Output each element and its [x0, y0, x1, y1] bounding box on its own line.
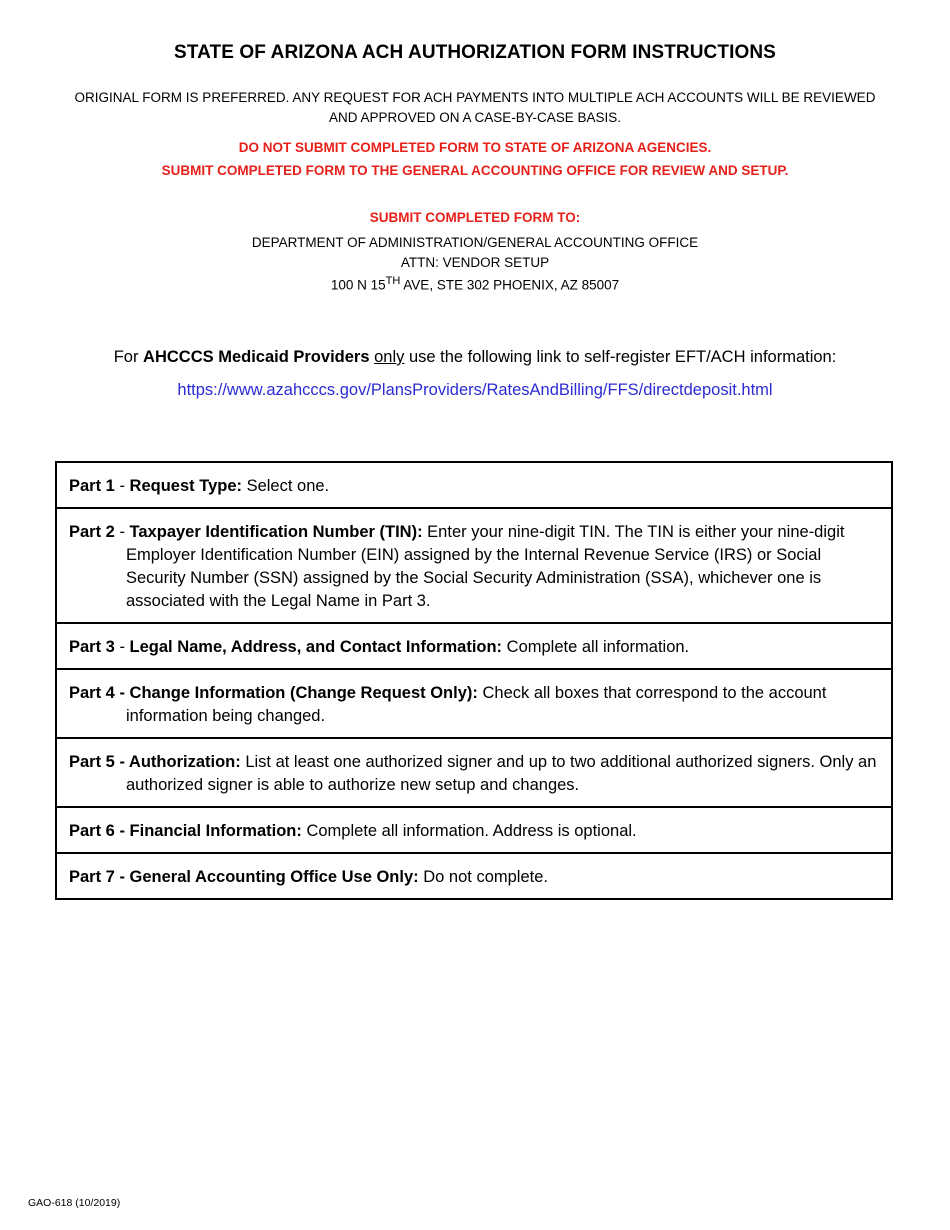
ahcccs-notice	[0, 348, 950, 367]
intro-text: ORIGINAL FORM IS PREFERRED. ANY REQUEST FOR ACH PAYMENTS INTO MULTIPLE ACH ACCOUNTS WILL BE REVIEWED AND APPROVED ON A CASE-BY-CASE BASIS.	[74, 90, 876, 125]
submit-heading: SUBMIT COMPLETED FORM TO:	[369, 210, 581, 225]
warning-agencies: DO NOT SUBMIT COMPLETED FORM TO STATE OF ARIZONA AGENCIES.	[238, 140, 712, 155]
part-text: Select one.	[242, 477, 330, 495]
part-heading: Request Type:	[129, 477, 242, 495]
part-text: Check all boxes that correspond to the account information being changed.	[126, 684, 827, 725]
part-text: Enter your nine-digit TIN. The TIN is either your nine-digit Employer Identification Number (EIN) assigned by the Internal Revenue Service (IRS) or Social Security Number (SSN) assigned by the Social Security Administration (SSA), whichever one is associated with the Legal Name in Part 3.	[126, 523, 845, 610]
ahcccs-only: only	[374, 348, 405, 366]
address-line-2: ATTN: VENDOR SETUP	[400, 254, 550, 270]
part-heading: Financial Information:	[129, 822, 302, 840]
part-label: Part 5 -	[69, 753, 129, 771]
part-heading: Authorization:	[128, 753, 241, 771]
address-line-3	[0, 272, 950, 295]
part-label: Part 4 -	[69, 684, 130, 702]
part-7-row	[57, 854, 891, 898]
part-heading: Taxpayer Identification Number (TIN):	[129, 523, 423, 541]
address-line-3-start: 100 N 15	[330, 277, 386, 293]
part-6-row	[57, 808, 891, 854]
part-2-row	[57, 509, 891, 624]
part-text: Do not complete.	[418, 868, 548, 886]
part-text: List at least one authorized signer and up to two additional authorized signers. Only an authorized signer is able to authorize new setup and changes.	[126, 753, 877, 794]
part-label: Part 3	[69, 638, 115, 656]
part-label: Part 1	[69, 477, 115, 495]
part-heading: Change Information (Change Request Only):	[129, 684, 478, 702]
mailing-address	[0, 233, 950, 295]
ahcccs-providers: AHCCCS Medicaid Providers	[143, 348, 370, 366]
part-5-row	[57, 739, 891, 808]
part-heading: General Accounting Office Use Only:	[129, 868, 419, 886]
part-label: Part 7 -	[69, 868, 130, 886]
address-ordinal-suffix: TH	[385, 275, 401, 287]
part-label: Part 2	[69, 523, 115, 541]
part-text: Complete all information. Address is optional.	[301, 822, 637, 840]
ahcccs-pre: For	[113, 348, 144, 366]
warning-gao: SUBMIT COMPLETED FORM TO THE GENERAL ACCOUNTING OFFICE FOR REVIEW AND SETUP.	[161, 163, 789, 178]
form-number: GAO-618 (10/2019)	[28, 1197, 121, 1209]
part-1-row	[57, 463, 891, 509]
part-label: Part 6 -	[69, 822, 130, 840]
part-3-row	[57, 624, 891, 670]
part-text: Complete all information.	[502, 638, 690, 656]
part-4-row	[57, 670, 891, 739]
direct-deposit-link[interactable]: https://www.azahcccs.gov/PlansProviders/RatesAndBilling/FFS/directdeposit.html	[177, 381, 773, 399]
instructions-table	[55, 461, 893, 900]
ahcccs-post: use the following link to self-register EFT/ACH information:	[404, 348, 837, 366]
part-separator: -	[114, 477, 130, 495]
address-line-1: DEPARTMENT OF ADMINISTRATION/GENERAL ACCOUNTING OFFICE	[251, 235, 699, 250]
part-heading: Legal Name, Address, and Contact Information:	[129, 638, 503, 656]
part-separator: -	[114, 523, 130, 541]
page-title: STATE OF ARIZONA ACH AUTHORIZATION FORM INSTRUCTIONS	[174, 42, 776, 63]
address-line-3-end: AVE, STE 302 PHOENIX, AZ 85007	[400, 277, 620, 293]
part-separator: -	[114, 638, 130, 656]
